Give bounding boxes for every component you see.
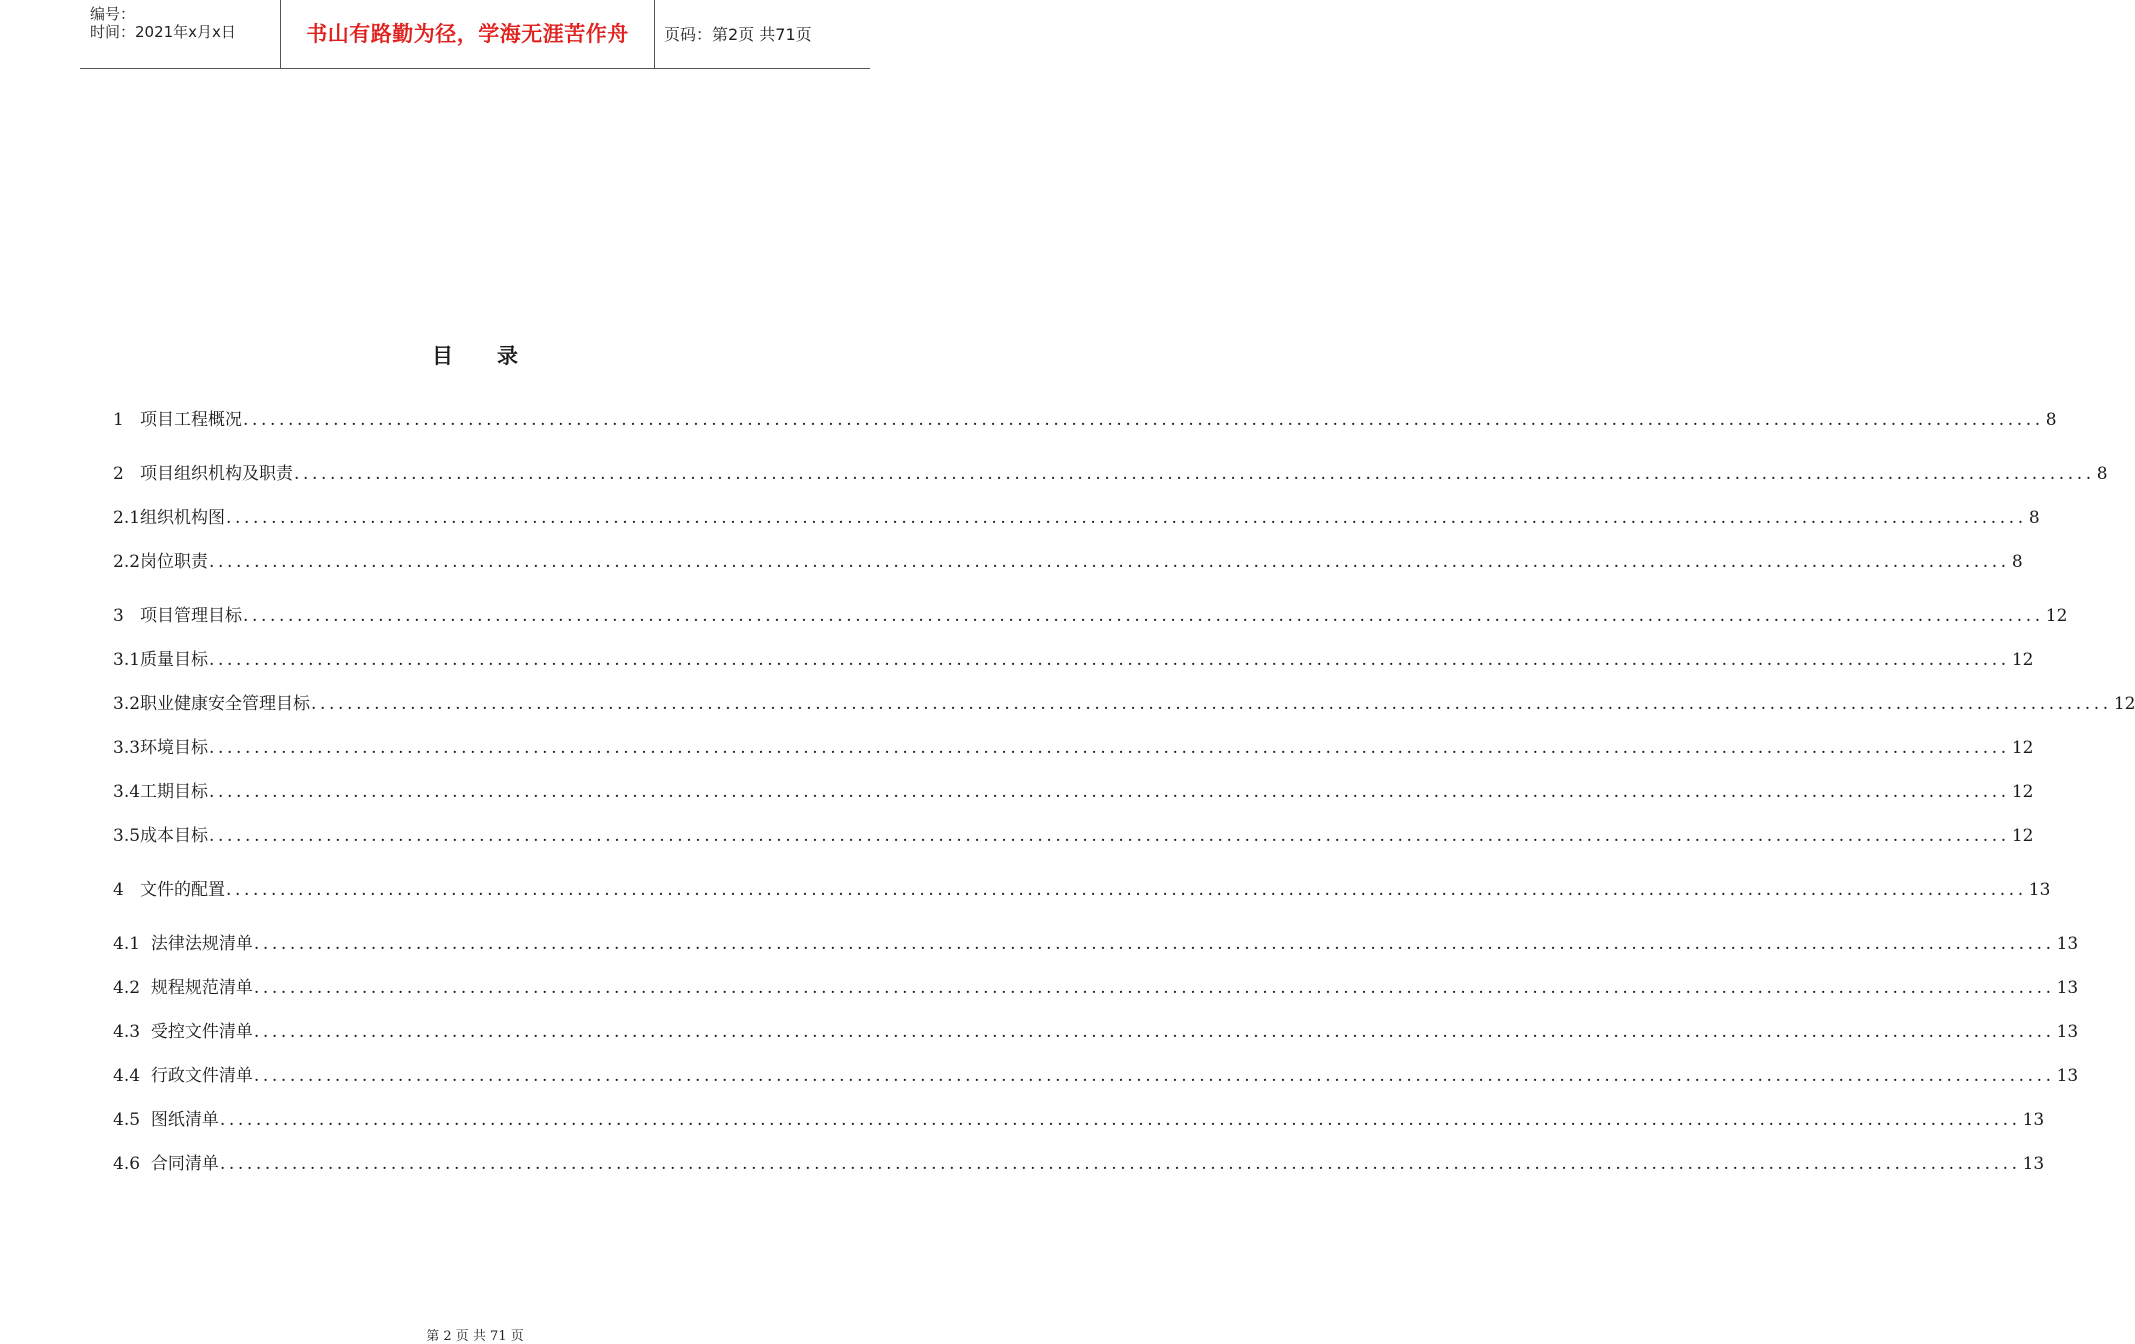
toc-entry-label: 岗位职责 [140,552,209,572]
toc-entry-number: 1 [113,410,141,430]
toc-entry[interactable] [113,931,2079,957]
toc-entry[interactable] [113,1151,2045,1177]
toc-entry-label: 法律法规清单 [150,934,253,954]
document-number-label: 编号： [90,5,136,23]
toc-entry[interactable] [113,505,2040,531]
toc-leader-dots: ........................................................................................................................................................................................................ [219,1154,2021,1174]
header-page-label: 页码：第2页 共71页 [664,24,812,44]
toc-entry-number: 4.6 [113,1154,151,1174]
toc-entry-label: 项目工程概况 [140,410,243,430]
toc-entry[interactable] [113,1063,2079,1089]
toc-entry-page: 13 [2056,978,2079,998]
toc-entry[interactable] [113,1019,2079,1045]
toc-entry-page: 12 [2011,782,2034,802]
toc-entry-page: 12 [2113,694,2135,714]
toc-entry[interactable] [113,877,2051,903]
toc-leader-dots: ........................................................................................................................................................................................................ [226,508,2027,528]
header-motto-cell [281,0,655,68]
toc-entry[interactable] [113,691,2135,717]
toc-entry-number: 4 [113,880,141,900]
toc-entry-label: 工期目标 [140,782,209,802]
toc-title-char-1: 目 [432,344,453,368]
toc-entry-page: 12 [2011,826,2034,846]
toc-entry-page: 12 [2011,738,2034,758]
toc-leader-dots: ........................................................................................................................................................................................................ [209,738,2010,758]
toc-entry-number: 3.1 [113,650,141,670]
toc-entry-page: 13 [2022,1154,2045,1174]
toc-entry[interactable] [113,1107,2045,1133]
toc-entry-page: 8 [2011,552,2023,572]
toc-leader-dots: ........................................................................................................................................................................................................ [253,978,2055,998]
toc-entry[interactable] [113,603,2068,629]
toc-entry[interactable] [113,735,2034,761]
toc-title-char-2: 录 [497,344,518,368]
toc-entry-number: 3.4 [113,782,141,802]
page-footer: 第 2 页 共 71 页 [426,1329,524,1344]
toc-entry-number: 2.2 [113,552,141,572]
toc-entry-number: 3.2 [113,694,141,714]
toc-entry[interactable] [113,975,2079,1001]
toc-entry-label: 项目组织机构及职责 [140,464,294,484]
toc-entry-label: 成本目标 [140,826,209,846]
toc-entry-page: 13 [2028,880,2051,900]
toc-entry-label: 项目管理目标 [140,606,243,626]
toc-leader-dots: ........................................................................................................................................................................................................ [209,650,2010,670]
toc-entry[interactable] [113,779,2034,805]
toc-entry-number: 3.5 [113,826,141,846]
toc-entry-number: 4.4 [113,1066,151,1086]
toc-entry-label: 质量目标 [140,650,209,670]
toc-entry[interactable] [113,407,2057,433]
toc-entry[interactable] [113,461,2108,487]
toc-title [0,340,950,370]
toc-leader-dots: ........................................................................................................................................................................................................ [253,1066,2055,1086]
toc-entry-number: 4.1 [113,934,151,954]
toc-entry-label: 受控文件清单 [150,1022,253,1042]
toc-leader-dots: ........................................................................................................................................................................................................ [253,1022,2055,1042]
toc-leader-dots: ........................................................................................................................................................................................................ [253,934,2055,954]
toc-entry-number: 3 [113,606,141,626]
toc-entry-label: 组织机构图 [140,508,226,528]
toc-entry-page: 13 [2056,1066,2079,1086]
toc-entry-number: 2.1 [113,508,141,528]
toc-entry-page: 13 [2022,1110,2045,1130]
toc-leader-dots: ........................................................................................................................................................................................................ [209,552,2010,572]
toc-entry-number: 2 [113,464,141,484]
toc-entry-page: 12 [2045,606,2068,626]
header-motto: 书山有路勤为径，学海无涯苦作舟 [306,22,629,46]
toc-entry-label: 环境目标 [140,738,209,758]
toc-entry-label: 规程规范清单 [150,978,253,998]
toc-entry-number: 4.3 [113,1022,151,1042]
toc-entry-page: 13 [2056,1022,2079,1042]
toc-entry[interactable] [113,647,2034,673]
toc-entry-label: 行政文件清单 [150,1066,253,1086]
page-header [80,0,870,69]
toc-entry[interactable] [113,549,2023,575]
toc-entry-page: 8 [2096,464,2108,484]
toc-entry-page: 13 [2056,934,2079,954]
toc-entry-label: 文件的配置 [140,880,226,900]
toc-leader-dots: ........................................................................................................................................................................................................ [209,826,2010,846]
toc-entry-label: 合同清单 [150,1154,219,1174]
header-meta-cell [80,0,281,68]
toc-leader-dots: ........................................................................................................................................................................................................ [243,410,2044,430]
toc-leader-dots: ........................................................................................................................................................................................................ [209,782,2010,802]
toc-entry-label: 图纸清单 [150,1110,219,1130]
toc-entry-page: 12 [2011,650,2034,670]
toc-entry-number: 4.5 [113,1110,151,1130]
toc-leader-dots: ........................................................................................................................................................................................................ [311,694,2112,714]
toc-leader-dots: ........................................................................................................................................................................................................ [243,606,2044,626]
toc-entry-page: 8 [2028,508,2040,528]
toc-leader-dots: ........................................................................................................................................................................................................ [226,880,2027,900]
toc-entry-number: 4.2 [113,978,151,998]
header-page-cell [655,0,870,68]
toc-leader-dots: ........................................................................................................................................................................................................ [219,1110,2021,1130]
toc-entry-label: 职业健康安全管理目标 [140,694,311,714]
toc-entry-number: 3.3 [113,738,141,758]
toc-leader-dots: ........................................................................................................................................................................................................ [294,464,2095,484]
toc-entry[interactable] [113,823,2034,849]
toc-entry-page: 8 [2045,410,2057,430]
document-date-label: 时间：2021年x月x日 [90,23,236,41]
